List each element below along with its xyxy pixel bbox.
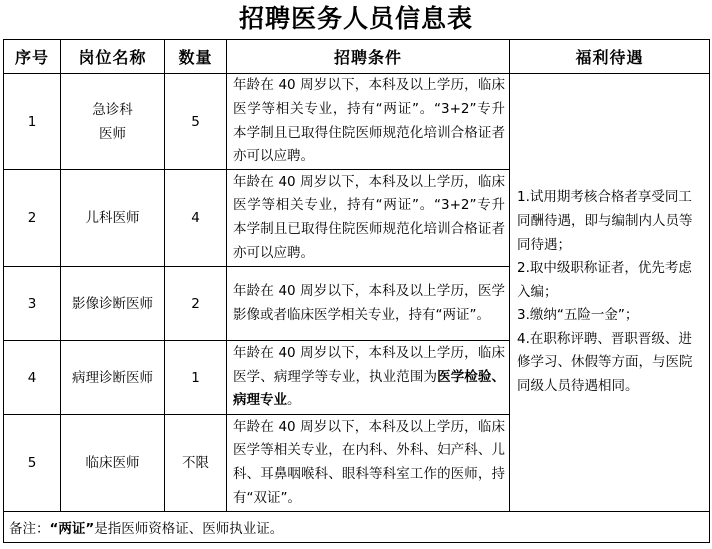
note-cell: [4, 512, 710, 543]
row-position: 影像诊断医师: [61, 267, 165, 341]
row-position-line: 医师: [99, 125, 126, 142]
header-row: [4, 40, 710, 74]
row-quantity: 不限: [165, 415, 227, 512]
row-position: 临床医师: [61, 415, 165, 512]
conditions-bold-text: 医学检验、病理专业: [233, 368, 506, 409]
row-conditions: 年龄在 40 周岁以下，本科及以上学历，临床医学等相关专业，持有“两证”。“3+2”专升本学制且已取得住院医师规范化培训合格证者亦可以应聘。: [227, 170, 510, 267]
row-position: 病理诊断医师: [61, 341, 165, 415]
row-conditions: 年龄在 40 周岁以下，本科及以上学历，临床医学等相关专业，持有“两证”。“3+2”专升本学制且已取得住院医师规范化培训合格证者亦可以应聘。: [227, 74, 510, 170]
document-title: 招聘医务人员信息表: [238, 4, 473, 33]
row-num: 3: [4, 267, 61, 341]
row-quantity: 1: [165, 341, 227, 415]
row-num: 5: [4, 415, 61, 512]
row-conditions: 年龄在 40 周岁以下，本科及以上学历，临床医学等相关专业，在内科、外科、妇产科、儿科、耳鼻咽喉科、眼科等科室工作的医师，持有“双证”。: [227, 415, 510, 512]
header-conditions: 招聘条件: [227, 40, 510, 74]
benefit-item: 1.试用期考核合格者享受同工同酬待遇，即与编制内人员等同待遇；: [517, 189, 693, 253]
conditions-text: 。: [287, 392, 301, 409]
header-benefits: 福利待遇: [510, 40, 710, 74]
row-position: [61, 74, 165, 170]
row-position: 儿科医师: [61, 170, 165, 267]
row-quantity: 2: [165, 267, 227, 341]
header-position: 岗位名称: [61, 40, 165, 74]
note-row: [4, 512, 710, 543]
row-quantity: 5: [165, 74, 227, 170]
benefit-item: 3.缴纳“五险一金”；: [517, 307, 639, 324]
row-num: 1: [4, 74, 61, 170]
header-num: 序号: [4, 40, 61, 74]
note-bold: “两证”: [49, 521, 95, 537]
note-prefix: 备注：: [9, 521, 50, 537]
note-text: 是指医师资格证、医师执业证。: [94, 521, 284, 537]
recruitment-table: [3, 39, 710, 543]
row-conditions: [227, 341, 510, 415]
conditions-text: 年龄在 40 周岁以下，本科及以上学历，临床医学、病理学等专业，执业范围为: [233, 345, 505, 385]
benefits-cell: [510, 74, 710, 512]
header-quantity: 数量: [165, 40, 227, 74]
benefit-item: 4.在职称评聘、晋职晋级、进修学习、休假等方面，与医院同级人员待遇相同。: [517, 330, 693, 395]
row-num: 4: [4, 341, 61, 415]
row-num: 2: [4, 170, 61, 267]
row-conditions: 年龄在 40 周岁以下，本科及以上学历，医学影像或者临床医学相关专业，持有“两证”。: [227, 267, 510, 341]
row-quantity: 4: [165, 170, 227, 267]
benefit-item: 2.取中级职称证者，优先考虑入编；: [517, 260, 692, 300]
row-position-line: 急诊科: [92, 101, 133, 118]
table-row: [4, 74, 710, 170]
